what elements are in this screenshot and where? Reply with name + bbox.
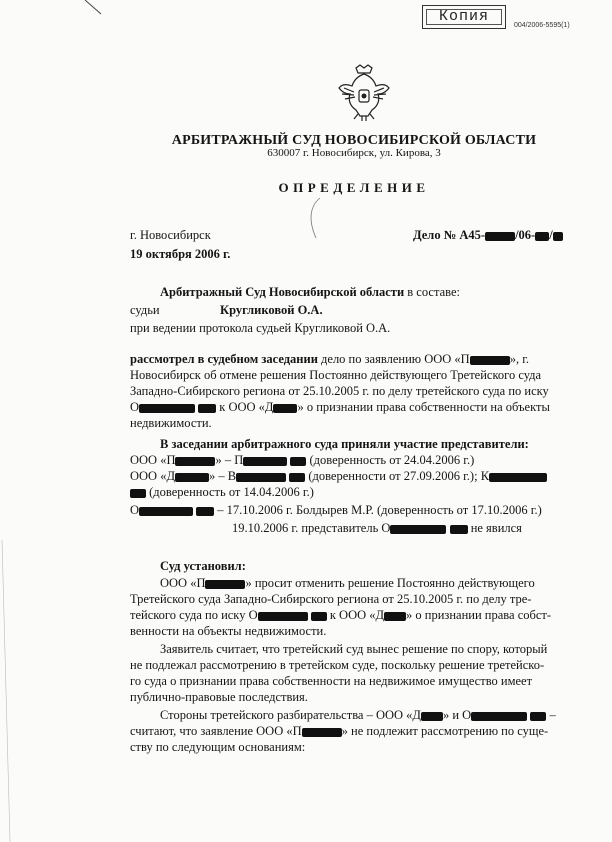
established-heading: Суд установил: <box>160 559 246 573</box>
redaction <box>485 232 515 241</box>
established-p3-1a: Стороны третейского разбирательства – ООО «Д <box>160 708 421 722</box>
court-title: АРБИТРАЖНЫЙ СУД НОВОСИБИРСКОЙ ОБЛАСТИ <box>171 133 537 148</box>
participant-3: (доверенность от 14.04.2006 г.) <box>146 485 314 499</box>
considered-lead: рассмотрел в судебном заседании <box>130 352 318 366</box>
participant-row-1 <box>130 453 474 468</box>
composition-line <box>160 285 460 300</box>
established-p1-1a-wrap <box>160 576 535 591</box>
redaction <box>471 712 527 721</box>
redaction <box>236 473 286 482</box>
copy-stamp <box>422 5 506 29</box>
judge-label: судьи <box>130 303 160 317</box>
considered-rest: дело по заявлению ООО «П <box>317 352 470 366</box>
established-p2-line-2: не подлежал рассмотрению в третейском суде, поскольку решение третейско- <box>130 658 545 672</box>
participant-row-2 <box>130 469 547 484</box>
participant-row-4 <box>130 503 542 518</box>
considered-text-1 <box>130 352 529 367</box>
established-p1-line-1 <box>130 576 590 591</box>
copy-stamp-label: Копия <box>438 8 489 25</box>
redaction <box>196 507 214 516</box>
redaction <box>289 473 305 482</box>
established-p1-3b: к ООО «Д <box>326 608 385 622</box>
established-p1-line-3 <box>130 608 551 623</box>
court-name: Арбитражный Суд Новосибирской области <box>160 285 405 299</box>
considered-line-1 <box>130 352 590 367</box>
established-p3-2b: » не подлежит рассмотрению по суще- <box>341 724 549 738</box>
established-p2-line-3: го суда о признании права собственности на недвижимое имущество имеет <box>130 674 533 688</box>
considered-end: », г. <box>509 352 530 366</box>
judge-name: Кругликовой О.А. <box>220 303 323 317</box>
established-p3-1c: – <box>546 708 556 722</box>
case-number-mid: /06- <box>515 228 536 242</box>
participant-2c: (доверенности от 27.09.2006 г.); К <box>305 469 490 483</box>
redaction <box>302 728 342 737</box>
redaction <box>530 712 546 721</box>
redaction <box>130 489 146 498</box>
participant-2a: ООО «Д <box>130 469 175 483</box>
pen-stroke-mark <box>300 196 330 246</box>
participant-2b: » – В <box>208 469 237 483</box>
participant-4a: О <box>130 503 140 517</box>
redaction <box>175 457 215 466</box>
established-p2-line-1: Заявитель считает, что третейский суд вынес решение по спору, который <box>160 642 548 656</box>
redaction <box>535 232 549 241</box>
redaction <box>139 507 193 516</box>
redaction <box>470 356 510 365</box>
considered-4c: » о признании права собственности на объекты <box>297 400 550 414</box>
redaction <box>198 404 216 413</box>
participant-5b: не явился <box>467 521 522 535</box>
participant-4b: – 17.10.2006 г. Болдырев М.Р. (доверенность от 17.10.2006 г.) <box>214 503 542 517</box>
scan-corner-mark <box>55 0 115 20</box>
established-p3-2a: считают, что заявление ООО «П <box>130 724 302 738</box>
established-p2-line-4: публично-правовые последствия. <box>130 690 308 704</box>
established-p1-line-4: венности на объекты недвижимости. <box>130 624 327 638</box>
redaction <box>258 612 308 621</box>
redaction <box>553 232 563 241</box>
considered-line-5: недвижимости. <box>130 416 212 430</box>
participant-5a: 19.10.2006 г. представитель О <box>232 521 391 535</box>
city-line: г. Новосибирск <box>130 228 211 242</box>
document-title: ОПРЕДЕЛЕНИЕ <box>278 180 430 195</box>
redaction <box>243 457 287 466</box>
established-p1-3c: » о признании права собст- <box>406 608 552 622</box>
participant-row-5 <box>232 521 522 536</box>
case-number-prefix: Дело № А45- <box>413 228 486 242</box>
case-number <box>413 228 563 243</box>
redaction <box>421 712 443 721</box>
established-p3-1b: » и О <box>442 708 472 722</box>
redaction <box>311 612 327 621</box>
redaction <box>273 404 297 413</box>
redaction <box>290 457 306 466</box>
redaction <box>450 525 468 534</box>
considered-line-3: Западно-Сибирского региона от 25.10.2005 г. по делу третейского суда по иску <box>130 384 549 398</box>
case-number-sep: / <box>549 228 553 242</box>
document-number: 004/2006-5595(1) <box>514 22 570 29</box>
participant-row-3 <box>130 485 314 500</box>
court-address: 630007 г. Новосибирск, ул. Кирова, 3 <box>267 147 441 159</box>
established-p1-1a: ООО «П <box>160 576 206 590</box>
redaction <box>384 612 406 621</box>
established-p3-line-2 <box>130 724 548 739</box>
copy-stamp-inner-border <box>426 9 502 25</box>
redaction <box>489 473 547 482</box>
established-p3-line-1 <box>160 708 556 723</box>
redaction <box>390 525 446 534</box>
coat-of-arms-emblem <box>338 62 390 122</box>
composition-rest: в составе: <box>404 285 460 299</box>
established-p1-3a: тейского суда по иску О <box>130 608 258 622</box>
redaction <box>205 580 245 589</box>
redaction <box>139 404 195 413</box>
scan-edge-mark <box>0 0 30 842</box>
considered-line-2: Новосибирск об отмене решения Постоянно действующего Третейского суда <box>130 368 542 382</box>
considered-4a: О <box>130 400 140 414</box>
established-p1-line-2: Третейского суда Западно-Сибирского региона от 25.10.2005 г. по делу тре- <box>130 592 532 606</box>
participant-1c: (доверенность от 24.04.2006 г.) <box>306 453 475 467</box>
participant-1b: » – П <box>215 453 244 467</box>
participants-heading: В заседании арбитражного суда приняли участие представители: <box>160 437 529 451</box>
established-p3-line-3: ству по следующим основаниям: <box>130 740 306 754</box>
considered-4b: к ООО «Д <box>216 400 274 414</box>
decision-date: 19 октября 2006 г. <box>130 247 231 261</box>
considered-line-4 <box>130 400 550 415</box>
participant-1a: ООО «П <box>130 453 176 467</box>
protocol-line: при ведении протокола судьей Кругликовой О.А. <box>130 321 391 335</box>
redaction <box>175 473 209 482</box>
established-p1-1b: » просит отменить решение Постоянно действующего <box>245 576 535 590</box>
